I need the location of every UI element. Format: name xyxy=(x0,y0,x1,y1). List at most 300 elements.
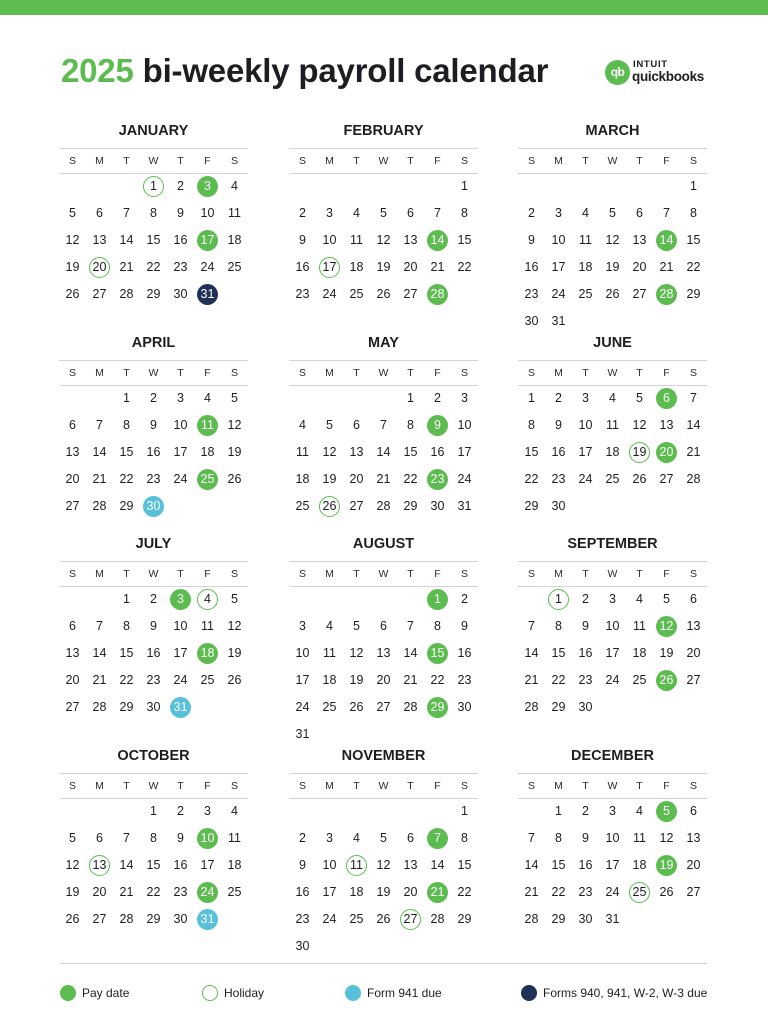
pay-date-day: 12 xyxy=(656,616,677,637)
weekday-label: M xyxy=(325,568,334,580)
day-number: 13 xyxy=(403,233,418,247)
day-cell xyxy=(86,412,113,439)
day-number: 17 xyxy=(457,445,472,459)
legend-label: Holiday xyxy=(224,986,265,1000)
day-number: 9 xyxy=(582,831,589,845)
day-number: 26 xyxy=(376,287,391,301)
day-number: 20 xyxy=(686,858,701,872)
day-number: 16 xyxy=(173,858,188,872)
day-number: 22 xyxy=(457,885,472,899)
day-number: 17 xyxy=(200,858,215,872)
day-cell xyxy=(680,412,707,439)
day-cell xyxy=(316,879,343,906)
day-cell xyxy=(424,906,451,933)
pay-date-day: 17 xyxy=(197,230,218,251)
day-cell xyxy=(289,493,316,520)
day-number: 18 xyxy=(632,646,647,660)
day-cell xyxy=(194,200,221,227)
day-number: 7 xyxy=(380,418,387,432)
day-number: 3 xyxy=(326,206,333,220)
day-cell xyxy=(572,586,599,613)
day-number: 6 xyxy=(690,804,697,818)
day-cell xyxy=(451,200,478,227)
day-number: 29 xyxy=(686,287,701,301)
day-cell xyxy=(194,825,221,852)
day-cell xyxy=(140,227,167,254)
day-cell xyxy=(289,466,316,493)
day-number: 8 xyxy=(123,418,130,432)
pay-date-day: 28 xyxy=(427,284,448,305)
weekday-label: W xyxy=(607,780,618,792)
day-number: 24 xyxy=(605,885,620,899)
day-number: 21 xyxy=(686,445,701,459)
day-cell xyxy=(518,613,545,640)
day-number: 8 xyxy=(528,418,535,432)
day-number: 27 xyxy=(632,287,647,301)
day-number: 31 xyxy=(605,912,620,926)
day-number: 7 xyxy=(123,206,130,220)
day-cell xyxy=(451,586,478,613)
day-cell xyxy=(599,281,626,308)
day-cell xyxy=(343,412,370,439)
day-cell xyxy=(545,466,572,493)
day-cell xyxy=(545,852,572,879)
holiday-day: 13 xyxy=(89,855,110,876)
day-cell xyxy=(113,906,140,933)
day-number: 2 xyxy=(150,391,157,405)
weekday-label: F xyxy=(204,780,211,792)
day-cell xyxy=(451,613,478,640)
weekday-divider-bottom xyxy=(289,798,478,799)
day-number: 13 xyxy=(65,445,80,459)
pay-date-day: 29 xyxy=(427,697,448,718)
day-number: 19 xyxy=(659,646,674,660)
day-cell xyxy=(397,613,424,640)
day-cell xyxy=(599,852,626,879)
day-cell xyxy=(343,466,370,493)
day-cell xyxy=(545,385,572,412)
day-number: 2 xyxy=(150,592,157,606)
day-cell xyxy=(140,613,167,640)
day-cell xyxy=(572,254,599,281)
weekday-label: F xyxy=(434,155,441,167)
day-number: 16 xyxy=(524,260,539,274)
day-cell xyxy=(113,412,140,439)
day-cell xyxy=(59,825,86,852)
day-cell xyxy=(140,439,167,466)
day-cell xyxy=(343,613,370,640)
day-cell xyxy=(572,694,599,721)
day-cell xyxy=(626,640,653,667)
weekday-label: M xyxy=(554,568,563,580)
day-cell xyxy=(194,412,221,439)
form-941-due-day: 30 xyxy=(143,496,164,517)
day-number: 4 xyxy=(204,391,211,405)
day-cell xyxy=(370,227,397,254)
day-number: 11 xyxy=(579,233,592,247)
month-february xyxy=(289,120,478,340)
day-number: 6 xyxy=(353,418,360,432)
day-number: 18 xyxy=(227,858,242,872)
day-cell xyxy=(140,667,167,694)
weekday-label: S xyxy=(230,367,238,379)
day-number: 8 xyxy=(555,619,562,633)
day-number: 5 xyxy=(69,206,76,220)
day-cell xyxy=(194,613,221,640)
day-cell xyxy=(316,613,343,640)
day-number: 10 xyxy=(295,646,310,660)
day-number: 29 xyxy=(403,499,418,513)
day-number: 4 xyxy=(353,831,360,845)
day-cell xyxy=(289,852,316,879)
day-cell xyxy=(289,694,316,721)
day-number: 14 xyxy=(430,858,445,872)
day-cell xyxy=(140,281,167,308)
day-number: 31 xyxy=(295,727,310,741)
day-cell xyxy=(289,879,316,906)
day-cell xyxy=(451,694,478,721)
day-cell xyxy=(518,200,545,227)
day-number: 25 xyxy=(227,260,242,274)
month-august xyxy=(289,533,478,753)
weekday-label: F xyxy=(663,568,670,580)
day-number: 5 xyxy=(636,391,643,405)
day-number: 20 xyxy=(686,646,701,660)
pay-date-day: 11 xyxy=(197,415,218,436)
day-number: 26 xyxy=(376,912,391,926)
day-cell xyxy=(599,385,626,412)
day-cell xyxy=(167,852,194,879)
day-cell xyxy=(194,640,221,667)
weekday-label: S xyxy=(230,780,238,792)
weekday-label: W xyxy=(148,155,159,167)
day-cell xyxy=(451,825,478,852)
day-number: 15 xyxy=(146,858,161,872)
day-number: 5 xyxy=(380,206,387,220)
month-november xyxy=(289,745,478,965)
day-cell xyxy=(167,586,194,613)
day-cell xyxy=(194,667,221,694)
pay-date-day: 5 xyxy=(656,801,677,822)
day-number: 19 xyxy=(227,445,242,459)
day-number: 16 xyxy=(173,233,188,247)
day-number: 10 xyxy=(322,858,337,872)
day-cell xyxy=(343,200,370,227)
day-number: 4 xyxy=(299,418,306,432)
day-number: 22 xyxy=(146,885,161,899)
day-number: 20 xyxy=(632,260,647,274)
day-cell xyxy=(59,439,86,466)
day-number: 17 xyxy=(551,260,566,274)
day-number: 23 xyxy=(578,673,593,687)
weekday-label: S xyxy=(689,568,697,580)
day-cell xyxy=(680,281,707,308)
day-number: 14 xyxy=(403,646,418,660)
day-cell xyxy=(140,586,167,613)
day-cell xyxy=(343,493,370,520)
pay-date-day: 14 xyxy=(656,230,677,251)
weekday-label: T xyxy=(353,367,360,379)
day-number: 11 xyxy=(633,619,646,633)
day-cell xyxy=(680,385,707,412)
day-number: 17 xyxy=(173,445,188,459)
weekday-label: M xyxy=(95,155,104,167)
day-number: 11 xyxy=(201,619,214,633)
day-cell xyxy=(424,439,451,466)
day-cell xyxy=(397,667,424,694)
day-cell xyxy=(424,640,451,667)
day-cell xyxy=(140,852,167,879)
legend-item-holiday xyxy=(202,985,264,1001)
day-cell xyxy=(370,879,397,906)
day-number: 22 xyxy=(430,673,445,687)
day-cell xyxy=(397,825,424,852)
month-title: DECEMBER xyxy=(571,748,654,764)
day-number: 1 xyxy=(461,179,468,193)
day-number: 18 xyxy=(349,260,364,274)
day-number: 28 xyxy=(686,472,701,486)
day-number: 13 xyxy=(659,418,674,432)
day-number: 23 xyxy=(146,673,161,687)
day-number: 20 xyxy=(403,260,418,274)
day-cell xyxy=(59,466,86,493)
day-cell xyxy=(572,825,599,852)
day-number: 19 xyxy=(65,885,80,899)
day-cell xyxy=(113,281,140,308)
day-number: 18 xyxy=(322,673,337,687)
day-cell xyxy=(653,825,680,852)
day-number: 24 xyxy=(173,673,188,687)
day-cell xyxy=(167,200,194,227)
day-number: 5 xyxy=(69,831,76,845)
day-number: 30 xyxy=(430,499,445,513)
day-number: 14 xyxy=(92,445,107,459)
day-cell xyxy=(518,667,545,694)
weekday-label: W xyxy=(378,568,389,580)
weekday-label: W xyxy=(607,367,618,379)
day-cell xyxy=(680,586,707,613)
day-cell xyxy=(289,640,316,667)
day-cell xyxy=(194,586,221,613)
day-cell xyxy=(518,439,545,466)
day-cell xyxy=(86,906,113,933)
day-number: 2 xyxy=(555,391,562,405)
day-number: 9 xyxy=(461,619,468,633)
day-number: 11 xyxy=(228,831,241,845)
day-number: 25 xyxy=(227,885,242,899)
day-number: 4 xyxy=(231,804,238,818)
day-number: 7 xyxy=(528,831,535,845)
day-cell xyxy=(545,879,572,906)
day-number: 4 xyxy=(636,592,643,606)
day-number: 11 xyxy=(228,206,241,220)
day-cell xyxy=(653,439,680,466)
day-number: 14 xyxy=(119,233,134,247)
day-cell xyxy=(86,200,113,227)
form-941-due-dot-icon xyxy=(345,985,361,1001)
day-cell xyxy=(167,466,194,493)
day-number: 19 xyxy=(376,885,391,899)
day-number: 20 xyxy=(65,673,80,687)
day-cell xyxy=(397,466,424,493)
day-cell xyxy=(140,906,167,933)
day-number: 18 xyxy=(200,445,215,459)
day-cell xyxy=(653,667,680,694)
pay-date-day: 14 xyxy=(427,230,448,251)
day-number: 8 xyxy=(690,206,697,220)
day-cell xyxy=(518,412,545,439)
day-cell xyxy=(86,493,113,520)
day-cell xyxy=(424,385,451,412)
day-number: 27 xyxy=(659,472,674,486)
day-cell xyxy=(59,613,86,640)
weekday-label: M xyxy=(554,155,563,167)
day-cell xyxy=(140,825,167,852)
day-cell xyxy=(518,852,545,879)
day-number: 2 xyxy=(582,592,589,606)
month-september xyxy=(518,533,707,753)
day-number: 7 xyxy=(663,206,670,220)
holiday-day: 19 xyxy=(629,442,650,463)
day-number: 11 xyxy=(296,445,309,459)
day-number: 21 xyxy=(119,885,134,899)
day-cell xyxy=(653,281,680,308)
day-cell xyxy=(370,852,397,879)
day-cell xyxy=(343,694,370,721)
holiday-day: 27 xyxy=(400,909,421,930)
pay-date-day: 25 xyxy=(197,469,218,490)
weekday-label: T xyxy=(353,568,360,580)
day-number: 22 xyxy=(146,260,161,274)
logo-brand: INTUIT xyxy=(633,59,668,70)
day-number: 15 xyxy=(686,233,701,247)
day-cell xyxy=(370,281,397,308)
weekday-label: M xyxy=(95,568,104,580)
day-number: 19 xyxy=(227,646,242,660)
day-number: 5 xyxy=(663,592,670,606)
day-cell xyxy=(653,385,680,412)
weekday-label: S xyxy=(689,155,697,167)
day-cell xyxy=(370,694,397,721)
weekday-label: T xyxy=(177,568,184,580)
weekday-divider-bottom xyxy=(289,173,478,174)
weekday-label: W xyxy=(148,780,159,792)
weekday-label: M xyxy=(325,780,334,792)
month-december xyxy=(518,745,707,965)
month-title: NOVEMBER xyxy=(341,748,426,764)
day-number: 26 xyxy=(659,885,674,899)
day-number: 3 xyxy=(609,592,616,606)
day-cell xyxy=(424,412,451,439)
day-number: 2 xyxy=(177,804,184,818)
day-cell xyxy=(545,439,572,466)
weekday-label: S xyxy=(460,367,468,379)
day-cell xyxy=(86,466,113,493)
day-cell xyxy=(626,667,653,694)
weekday-label: T xyxy=(353,780,360,792)
day-number: 21 xyxy=(524,885,539,899)
day-cell xyxy=(451,798,478,825)
day-number: 30 xyxy=(551,499,566,513)
day-number: 25 xyxy=(349,912,364,926)
day-number: 8 xyxy=(434,619,441,633)
day-cell xyxy=(221,227,248,254)
day-cell xyxy=(343,439,370,466)
weekday-label: T xyxy=(407,155,414,167)
weekday-label: W xyxy=(607,568,618,580)
weekday-label: S xyxy=(68,780,76,792)
weekday-label: S xyxy=(527,568,535,580)
day-number: 31 xyxy=(551,314,566,328)
day-cell xyxy=(59,227,86,254)
day-number: 27 xyxy=(349,499,364,513)
day-cell xyxy=(370,493,397,520)
weekday-label: T xyxy=(582,780,589,792)
day-cell xyxy=(86,227,113,254)
pay-date-day: 3 xyxy=(197,176,218,197)
day-number: 16 xyxy=(295,885,310,899)
day-number: 2 xyxy=(177,179,184,193)
weekday-label: T xyxy=(177,780,184,792)
pay-date-day: 1 xyxy=(427,589,448,610)
day-cell xyxy=(194,385,221,412)
weekday-label: M xyxy=(554,780,563,792)
day-number: 16 xyxy=(146,445,161,459)
day-cell xyxy=(221,385,248,412)
day-number: 27 xyxy=(686,885,701,899)
day-cell xyxy=(518,825,545,852)
day-number: 28 xyxy=(119,912,134,926)
day-number: 28 xyxy=(524,912,539,926)
day-number: 25 xyxy=(605,472,620,486)
holiday-day: 20 xyxy=(89,257,110,278)
day-cell xyxy=(680,173,707,200)
day-number: 17 xyxy=(173,646,188,660)
day-cell xyxy=(194,227,221,254)
day-number: 27 xyxy=(65,499,80,513)
day-number: 13 xyxy=(92,233,107,247)
day-cell xyxy=(140,173,167,200)
pay-date-day: 18 xyxy=(197,643,218,664)
holiday-day: 11 xyxy=(346,855,367,876)
day-cell xyxy=(167,825,194,852)
day-number: 8 xyxy=(150,831,157,845)
holiday-day: 1 xyxy=(143,176,164,197)
day-cell xyxy=(289,933,316,960)
day-number: 8 xyxy=(461,206,468,220)
day-number: 15 xyxy=(551,858,566,872)
weekday-label: S xyxy=(527,155,535,167)
day-cell xyxy=(518,694,545,721)
weekday-label: F xyxy=(204,367,211,379)
day-number: 24 xyxy=(322,287,337,301)
day-cell xyxy=(680,879,707,906)
day-cell xyxy=(167,385,194,412)
day-cell xyxy=(572,879,599,906)
day-cell xyxy=(59,667,86,694)
day-number: 6 xyxy=(96,831,103,845)
day-cell xyxy=(59,412,86,439)
day-cell xyxy=(518,493,545,520)
day-number: 9 xyxy=(150,619,157,633)
day-cell xyxy=(518,906,545,933)
month-title: JUNE xyxy=(593,335,632,351)
weekday-label: F xyxy=(434,568,441,580)
weekday-label: S xyxy=(230,155,238,167)
weekday-label: S xyxy=(298,780,306,792)
day-number: 29 xyxy=(524,499,539,513)
day-cell xyxy=(572,466,599,493)
